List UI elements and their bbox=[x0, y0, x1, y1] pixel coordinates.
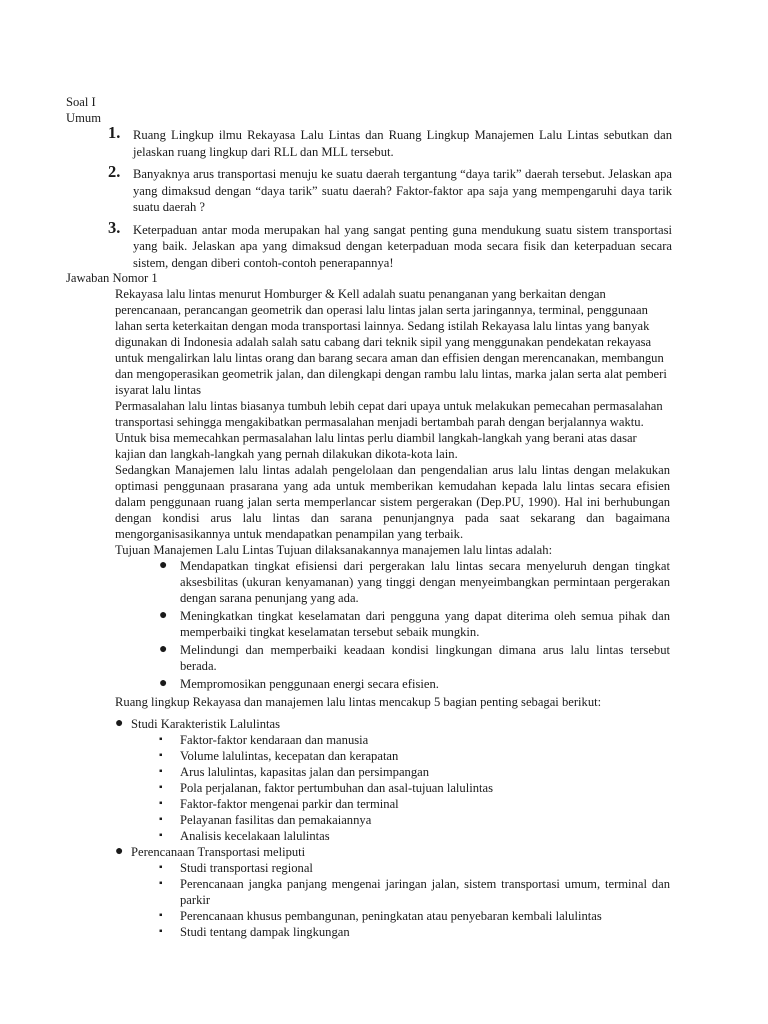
list-item bbox=[159, 812, 670, 828]
question-text: Keterpaduan antar moda merupakan hal yang sangat penting guna mendukung suatu sistem transportasi yang baik. Jelaskan apa yang dimaksud dengan keterpaduan moda secara fisik dan keterpaduan secara sistem, dengan diberi contoh-contoh penerapannya! bbox=[133, 222, 672, 270]
list-item-text: Faktor-faktor kendaraan dan manusia bbox=[180, 733, 369, 747]
section-item-list bbox=[159, 732, 670, 844]
bullet-icon: ● bbox=[115, 844, 124, 859]
list-item bbox=[159, 558, 670, 606]
answer-paragraph: Permasalahan lalu lintas biasanya tumbuh lebih cepat dari upaya untuk melakukan pemecahan permasalahan transportasi sehingga mengakibatkan permasalahan menjadi bertambah parah dengan berjalannya waktu. Untuk bisa memecahkan permasalahan lalu lintas perlu diambil langkah-langkah yang berani atas dasar kajian dan langkah-langkah yang pernah dilakukan dikota-kota lain. bbox=[115, 399, 663, 461]
list-item-text: Mendapatkan tingkat efisiensi dari pergerakan lalu lintas secara menyeluruh dengan tingkat aksesbilitas (ukuran kenyamanan) yang tinggi dengan menyeimbangkan permintaan pergerakan dengan sarana penunjang yang ada. bbox=[180, 559, 670, 605]
bullet-icon: ▪ bbox=[159, 734, 163, 745]
answer-title: Jawaban Nomor 1 bbox=[66, 271, 158, 285]
list-item-text: Perencanaan jangka panjang mengenai jaringan jalan, sistem transportasi umum, terminal dan parkir bbox=[180, 877, 670, 907]
list-item bbox=[159, 924, 670, 940]
question-number: 3. bbox=[108, 217, 121, 237]
question-item bbox=[108, 123, 672, 160]
list-item-text: Perencanaan khusus pembangunan, peningkatan atau penyebaran kembali lalulintas bbox=[180, 909, 602, 923]
question-text: Ruang Lingkup ilmu Rekayasa Lalu Lintas dan Ruang Lingkup Manajemen Lalu Lintas sebutkan dan jelaskan ruang lingkup dari RLL dan MLL tersebut. bbox=[133, 128, 672, 159]
list-item bbox=[159, 642, 670, 674]
bullet-icon: ▪ bbox=[159, 782, 163, 793]
bullet-icon: ● bbox=[159, 608, 168, 623]
scope-intro: Ruang lingkup Rekayasa dan manajemen lalu lintas mencakup 5 bagian penting sebagai berikut: bbox=[115, 695, 602, 709]
list-item-text: Melindungi dan memperbaiki keadaan kondisi lingkungan dimana arus lalu lintas tersebut berada. bbox=[180, 643, 670, 673]
list-item bbox=[159, 908, 670, 924]
goals-list bbox=[159, 558, 670, 692]
bullet-icon: ● bbox=[159, 558, 168, 573]
section-title: Perencanaan Transportasi meliputi bbox=[131, 845, 306, 859]
list-item-text: Analisis kecelakaan lalulintas bbox=[180, 829, 330, 843]
bullet-icon: ▪ bbox=[159, 766, 163, 777]
answer-paragraph: Rekayasa lalu lintas menurut Homburger & Kell adalah suatu penanganan yang berkaitan dengan perencanaan, perancangan geometrik dan operasi lalu lintas jalan serta jaringannya, terminal, penggunaan lahan serta keterkaitan dengan moda transportasi lainnya. Sedang istilah Rekayasa lalu lintas yang banyak digunakan di Indonesia adalah salah satu cabang dari teknik sipil yang menggunakan pendekatan rekayasa untuk mengalirkan lalu lintas orang dan barang secara aman dan effisien dengan merencanakan, membangun dan mengoperasikan geometrik jalan, dan dilengkapi dengan rambu lalu lintas, marka jalan serta alat pemberi isyarat lalu lintas bbox=[115, 287, 667, 397]
bullet-icon: ▪ bbox=[159, 814, 163, 825]
list-item-text: Meningkatkan tingkat keselamatan dari pengguna yang dapat diterima oleh semua pihak dan memperbaiki tingkat keselamatan tersebut sebaik mungkin. bbox=[180, 609, 670, 639]
umum-heading: Umum bbox=[66, 111, 101, 125]
bullet-icon: ▪ bbox=[159, 750, 163, 761]
bullet-icon: ▪ bbox=[159, 926, 163, 937]
list-item bbox=[159, 608, 670, 640]
list-item-text: Arus lalulintas, kapasitas jalan dan persimpangan bbox=[180, 765, 430, 779]
section-heading bbox=[115, 716, 670, 732]
bullet-icon: ▪ bbox=[159, 862, 163, 873]
list-item bbox=[159, 860, 670, 876]
bullet-icon: ▪ bbox=[159, 830, 163, 841]
list-item bbox=[159, 796, 670, 812]
list-item-text: Studi tentang dampak lingkungan bbox=[180, 925, 350, 939]
list-item bbox=[159, 748, 670, 764]
list-item-text: Mempromosikan penggunaan energi secara efisien. bbox=[180, 677, 439, 691]
bullet-icon: ▪ bbox=[159, 798, 163, 809]
bullet-icon: ● bbox=[115, 716, 124, 731]
section-heading bbox=[115, 844, 670, 860]
soal-heading: Soal I bbox=[66, 95, 96, 109]
bullet-icon: ● bbox=[159, 642, 168, 657]
list-item-text: Pola perjalanan, faktor pertumbuhan dan asal-tujuan lalulintas bbox=[180, 781, 493, 795]
list-item bbox=[159, 764, 670, 780]
answer-body bbox=[115, 286, 670, 710]
document-header bbox=[66, 94, 101, 126]
question-number: 1. bbox=[108, 123, 121, 142]
bullet-icon: ▪ bbox=[159, 910, 163, 921]
question-item bbox=[108, 217, 672, 272]
list-item bbox=[159, 876, 670, 908]
list-item bbox=[159, 676, 670, 692]
list-item-text: Studi transportasi regional bbox=[180, 861, 313, 875]
question-item bbox=[108, 162, 672, 216]
question-list bbox=[108, 123, 672, 277]
list-item bbox=[159, 828, 670, 844]
list-item bbox=[159, 780, 670, 796]
bullet-icon: ▪ bbox=[159, 878, 163, 889]
question-text: Banyaknya arus transportasi menuju ke suatu daerah tergantung “daya tarik” daerah tersebut. Jelaskan apa yang dimaksud dengan “daya tarik” suatu daerah? Faktor-faktor apa saja yang mempengaruhi daya tarik suatu daerah ? bbox=[133, 167, 672, 214]
question-number: 2. bbox=[108, 162, 121, 181]
list-item-text: Volume lalulintas, kecepatan dan kerapatan bbox=[180, 749, 399, 763]
goals-intro: Tujuan Manajemen Lalu Lintas Tujuan dilaksanakannya manajemen lalu lintas adalah: bbox=[115, 543, 553, 557]
answer-paragraph: Sedangkan Manajemen lalu lintas adalah pengelolaan dan pengendalian arus lalu lintas dengan melakukan optimasi penggunaan prasarana yang ada untuk memberikan kemudahan kepada lalu lintas secara efisien dalam penggunaan ruang jalan serta memperlancar sistem pergerakan (Dep.PU, 1990). Hal ini berhubungan dengan kondisi arus lalu lintas dan sarana penunjangnya pada saat sekarang dan bagaimana mengorganisasikannya untuk mendapatkan penampilan yang terbaik. bbox=[115, 463, 670, 541]
bullet-icon: ● bbox=[159, 676, 168, 691]
section-item-list bbox=[159, 860, 670, 940]
list-item bbox=[159, 732, 670, 748]
scope-sections bbox=[115, 716, 670, 940]
section-title: Studi Karakteristik Lalulintas bbox=[131, 717, 280, 731]
list-item-text: Pelayanan fasilitas dan pemakaiannya bbox=[180, 813, 372, 827]
list-item-text: Faktor-faktor mengenai parkir dan terminal bbox=[180, 797, 399, 811]
